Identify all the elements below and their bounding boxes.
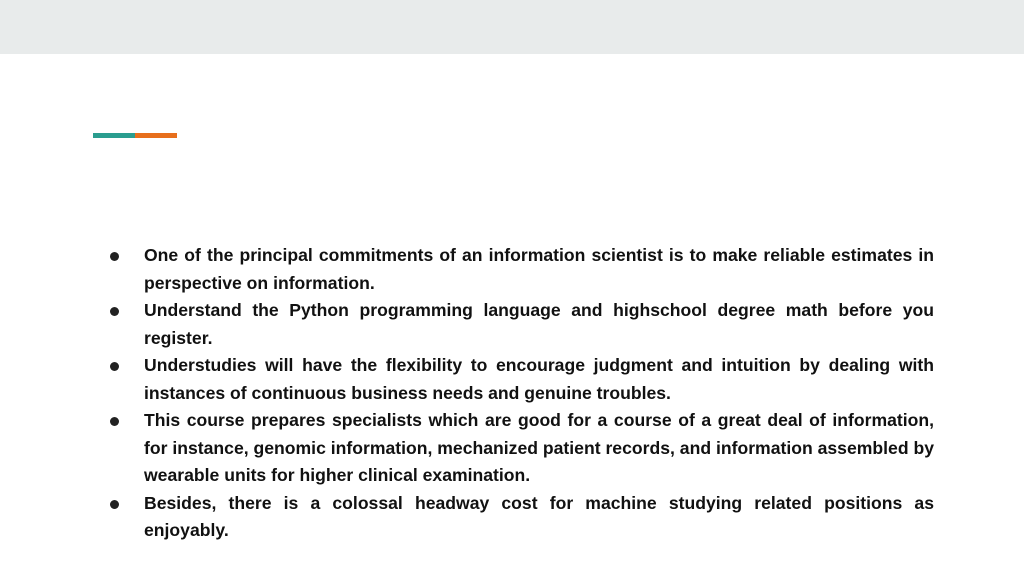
title-accent-line <box>93 133 177 138</box>
bullet-text: This course prepares specialists which are good for a course of a great deal of information, for instance, genomic information, mechanized patient records, and information assembled by wearable units for higher clinical examination. <box>144 410 934 485</box>
bullet-dot-icon <box>110 362 119 371</box>
bullet-item <box>106 407 934 490</box>
bullet-text: Understudies will have the flexibility to encourage judgment and intuition by dealing with instances of continuous business needs and genuine troubles. <box>144 355 934 403</box>
accent-orange-segment <box>135 133 177 138</box>
bullet-list <box>106 242 934 545</box>
accent-teal-segment <box>93 133 135 138</box>
bullet-dot-icon <box>110 500 119 509</box>
bullet-text: Understand the Python programming language and highschool degree math before you register. <box>144 300 934 348</box>
bullet-dot-icon <box>110 307 119 316</box>
bullet-item <box>106 242 934 297</box>
bullet-dot-icon <box>110 252 119 261</box>
bullet-text: One of the principal commitments of an information scientist is to make reliable estimates in perspective on information. <box>144 245 934 293</box>
bullet-item <box>106 490 934 545</box>
bullet-text: Besides, there is a colossal headway cost for machine studying related positions as enjoyably. <box>144 492 934 540</box>
bullet-item <box>106 352 934 407</box>
bullet-item <box>106 297 934 352</box>
header-band <box>0 0 1024 54</box>
bullet-dot-icon <box>110 417 119 426</box>
